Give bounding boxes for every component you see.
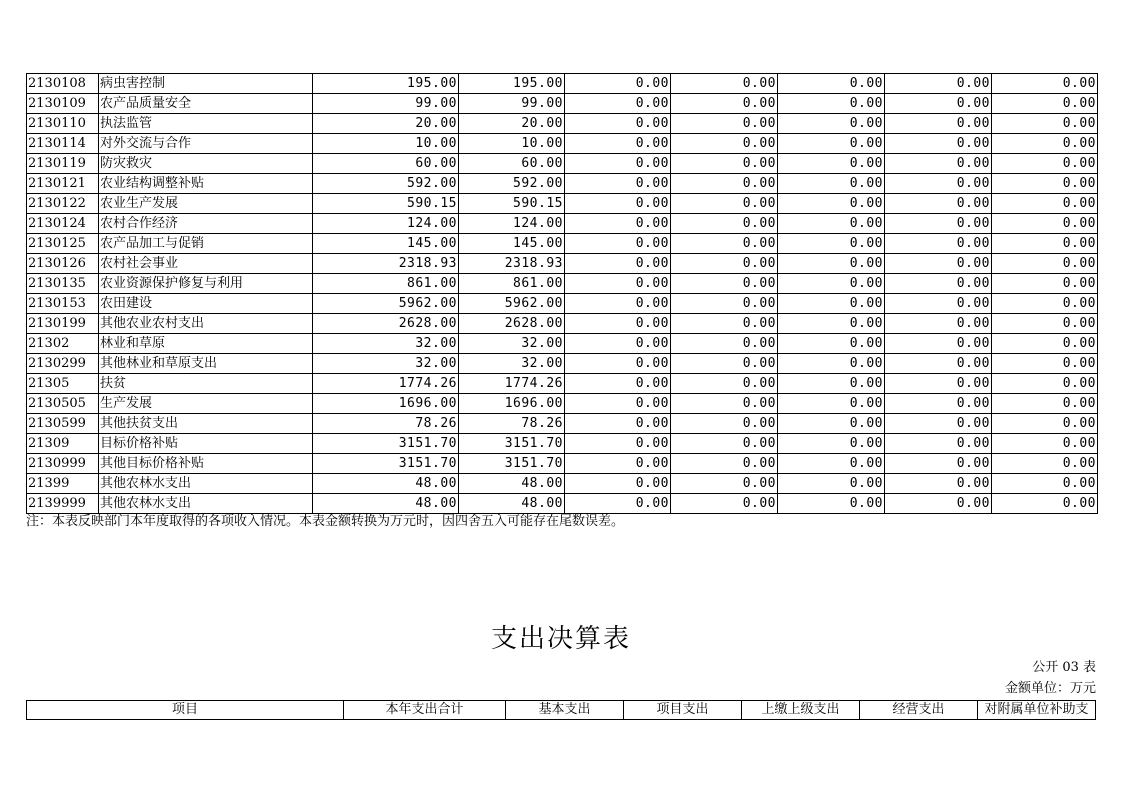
row-value: 195.00 <box>313 74 459 94</box>
row-code: 2130121 <box>27 174 99 194</box>
row-value: 0.00 <box>778 354 885 374</box>
row-value: 0.00 <box>778 474 885 494</box>
row-value: 0.00 <box>565 134 671 154</box>
row-value: 0.00 <box>885 414 992 434</box>
row-value: 0.00 <box>671 234 778 254</box>
table-row <box>27 374 1098 394</box>
row-value: 0.00 <box>671 434 778 454</box>
row-value: 0.00 <box>992 354 1098 374</box>
row-value: 0.00 <box>565 274 671 294</box>
row-value: 0.00 <box>671 374 778 394</box>
table-row <box>27 294 1098 314</box>
row-value: 10.00 <box>313 134 459 154</box>
row-value: 0.00 <box>885 474 992 494</box>
row-value: 0.00 <box>565 394 671 414</box>
row-value: 2318.93 <box>313 254 459 274</box>
row-value: 0.00 <box>671 414 778 434</box>
row-value: 0.00 <box>778 254 885 274</box>
row-value: 0.00 <box>992 454 1098 474</box>
row-name: 其他林业和草原支出 <box>99 354 313 374</box>
row-value: 0.00 <box>778 314 885 334</box>
row-value: 0.00 <box>778 394 885 414</box>
row-value: 0.00 <box>671 134 778 154</box>
row-value: 0.00 <box>565 354 671 374</box>
row-value: 145.00 <box>459 234 565 254</box>
table-row <box>27 434 1098 454</box>
row-value: 0.00 <box>778 94 885 114</box>
row-value: 0.00 <box>671 354 778 374</box>
row-value: 0.00 <box>671 214 778 234</box>
row-code: 2130108 <box>27 74 99 94</box>
income-table-body <box>27 74 1098 514</box>
table-row <box>27 154 1098 174</box>
row-value: 0.00 <box>565 294 671 314</box>
row-value: 590.15 <box>313 194 459 214</box>
row-value: 48.00 <box>459 474 565 494</box>
row-value: 0.00 <box>992 234 1098 254</box>
row-value: 0.00 <box>565 414 671 434</box>
row-value: 0.00 <box>778 414 885 434</box>
row-value: 0.00 <box>885 214 992 234</box>
row-value: 0.00 <box>565 434 671 454</box>
table-row <box>27 334 1098 354</box>
table-row <box>27 114 1098 134</box>
row-value: 124.00 <box>313 214 459 234</box>
row-code: 2130135 <box>27 274 99 294</box>
row-code: 21399 <box>27 474 99 494</box>
row-value: 0.00 <box>565 314 671 334</box>
row-value: 0.00 <box>778 294 885 314</box>
row-code: 21305 <box>27 374 99 394</box>
row-value: 0.00 <box>885 394 992 414</box>
row-value: 60.00 <box>459 154 565 174</box>
row-name: 目标价格补贴 <box>99 434 313 454</box>
row-value: 1774.26 <box>459 374 565 394</box>
page-title: 支出决算表 <box>490 624 631 654</box>
expense-table <box>26 700 1096 720</box>
row-value: 0.00 <box>885 334 992 354</box>
row-value: 0.00 <box>671 474 778 494</box>
table-row <box>27 314 1098 334</box>
row-value: 3151.70 <box>459 434 565 454</box>
row-value: 48.00 <box>313 474 459 494</box>
row-value: 0.00 <box>885 174 992 194</box>
row-code: 2130119 <box>27 154 99 174</box>
row-value: 124.00 <box>459 214 565 234</box>
table-row <box>27 494 1098 514</box>
row-value: 0.00 <box>671 494 778 514</box>
row-code: 2130126 <box>27 254 99 274</box>
row-value: 0.00 <box>992 94 1098 114</box>
table-row <box>27 174 1098 194</box>
header-total-expense: 本年支出合计 <box>344 701 506 720</box>
row-value: 195.00 <box>459 74 565 94</box>
row-value: 0.00 <box>778 374 885 394</box>
row-value: 0.00 <box>885 94 992 114</box>
row-value: 3151.70 <box>313 434 459 454</box>
row-code: 2130199 <box>27 314 99 334</box>
row-value: 2628.00 <box>459 314 565 334</box>
row-value: 0.00 <box>565 254 671 274</box>
row-value: 1696.00 <box>459 394 565 414</box>
row-value: 0.00 <box>671 194 778 214</box>
table-row <box>27 254 1098 274</box>
row-name: 农业生产发展 <box>99 194 313 214</box>
row-value: 78.26 <box>459 414 565 434</box>
row-value: 0.00 <box>885 114 992 134</box>
row-value: 0.00 <box>885 374 992 394</box>
row-value: 0.00 <box>565 474 671 494</box>
row-name: 其他农林水支出 <box>99 494 313 514</box>
row-value: 0.00 <box>565 94 671 114</box>
row-value: 0.00 <box>565 374 671 394</box>
row-value: 0.00 <box>778 174 885 194</box>
row-name: 农业结构调整补贴 <box>99 174 313 194</box>
row-value: 0.00 <box>992 74 1098 94</box>
row-value: 0.00 <box>778 454 885 474</box>
row-code: 2130110 <box>27 114 99 134</box>
row-name: 农业资源保护修复与利用 <box>99 274 313 294</box>
row-value: 48.00 <box>459 494 565 514</box>
table-row <box>27 274 1098 294</box>
header-project-expense: 项目支出 <box>624 701 742 720</box>
row-name: 执法监管 <box>99 114 313 134</box>
row-value: 3151.70 <box>313 454 459 474</box>
row-code: 2130125 <box>27 234 99 254</box>
row-value: 0.00 <box>778 74 885 94</box>
row-name: 病虫害控制 <box>99 74 313 94</box>
row-value: 32.00 <box>313 354 459 374</box>
row-value: 0.00 <box>992 154 1098 174</box>
row-value: 0.00 <box>565 454 671 474</box>
row-value: 0.00 <box>565 174 671 194</box>
row-value: 20.00 <box>459 114 565 134</box>
row-name: 林业和草原 <box>99 334 313 354</box>
table-row <box>27 214 1098 234</box>
row-value: 0.00 <box>778 114 885 134</box>
row-value: 0.00 <box>565 334 671 354</box>
row-value: 0.00 <box>992 434 1098 454</box>
row-value: 861.00 <box>313 274 459 294</box>
row-code: 2139999 <box>27 494 99 514</box>
row-value: 2628.00 <box>313 314 459 334</box>
table-row <box>27 354 1098 374</box>
row-code: 2130999 <box>27 454 99 474</box>
row-value: 0.00 <box>671 74 778 94</box>
income-table <box>26 73 1098 514</box>
row-value: 0.00 <box>885 234 992 254</box>
row-value: 48.00 <box>313 494 459 514</box>
header-basic-expense: 基本支出 <box>506 701 624 720</box>
row-code: 21309 <box>27 434 99 454</box>
table-row <box>27 74 1098 94</box>
row-value: 0.00 <box>671 154 778 174</box>
row-name: 其他农林水支出 <box>99 474 313 494</box>
row-value: 0.00 <box>565 494 671 514</box>
row-value: 0.00 <box>671 314 778 334</box>
row-value: 0.00 <box>778 434 885 454</box>
row-value: 0.00 <box>992 414 1098 434</box>
row-value: 0.00 <box>885 274 992 294</box>
row-name: 其他目标价格补贴 <box>99 454 313 474</box>
table-note: 注：本表反映部门本年度取得的各项收入情况。本表金额转换为万元时，因四舍五入可能存在尾数误差。 <box>26 514 625 529</box>
row-value: 592.00 <box>313 174 459 194</box>
row-value: 0.00 <box>778 214 885 234</box>
row-value: 0.00 <box>565 214 671 234</box>
row-value: 0.00 <box>778 194 885 214</box>
row-name: 其他农业农村支出 <box>99 314 313 334</box>
row-value: 0.00 <box>671 94 778 114</box>
row-name: 其他扶贫支出 <box>99 414 313 434</box>
row-value: 0.00 <box>885 294 992 314</box>
table-row <box>27 414 1098 434</box>
row-value: 0.00 <box>671 174 778 194</box>
row-value: 0.00 <box>565 194 671 214</box>
row-name: 农村合作经济 <box>99 214 313 234</box>
row-value: 0.00 <box>992 494 1098 514</box>
amount-unit: 金额单位：万元 <box>1004 681 1096 696</box>
row-value: 0.00 <box>885 494 992 514</box>
row-value: 0.00 <box>885 354 992 374</box>
row-value: 0.00 <box>885 454 992 474</box>
row-value: 2318.93 <box>459 254 565 274</box>
row-code: 2130124 <box>27 214 99 234</box>
header-project: 项目 <box>27 701 344 720</box>
row-value: 32.00 <box>313 334 459 354</box>
row-value: 3151.70 <box>459 454 565 474</box>
row-value: 0.00 <box>671 254 778 274</box>
row-value: 0.00 <box>671 114 778 134</box>
table-row <box>27 194 1098 214</box>
row-value: 0.00 <box>778 334 885 354</box>
row-value: 60.00 <box>313 154 459 174</box>
row-value: 0.00 <box>671 454 778 474</box>
row-name: 生产发展 <box>99 394 313 414</box>
expense-header-row <box>27 701 1096 720</box>
row-code: 2130109 <box>27 94 99 114</box>
row-value: 0.00 <box>671 334 778 354</box>
row-value: 861.00 <box>459 274 565 294</box>
row-code: 2130153 <box>27 294 99 314</box>
row-value: 0.00 <box>992 374 1098 394</box>
header-business-expense: 经营支出 <box>860 701 978 720</box>
row-value: 0.00 <box>885 194 992 214</box>
row-code: 2130122 <box>27 194 99 214</box>
row-name: 扶贫 <box>99 374 313 394</box>
row-code: 21302 <box>27 334 99 354</box>
row-value: 1774.26 <box>313 374 459 394</box>
row-value: 0.00 <box>565 234 671 254</box>
row-code: 2130599 <box>27 414 99 434</box>
row-value: 0.00 <box>671 394 778 414</box>
header-remit-superior: 上缴上级支出 <box>742 701 860 720</box>
row-name: 农产品质量安全 <box>99 94 313 114</box>
row-value: 0.00 <box>885 134 992 154</box>
row-value: 0.00 <box>671 274 778 294</box>
table-row <box>27 394 1098 414</box>
row-code: 2130505 <box>27 394 99 414</box>
table-row <box>27 94 1098 114</box>
row-name: 农产品加工与促销 <box>99 234 313 254</box>
row-value: 32.00 <box>459 334 565 354</box>
row-value: 0.00 <box>671 294 778 314</box>
row-name: 农村社会事业 <box>99 254 313 274</box>
row-value: 10.00 <box>459 134 565 154</box>
row-value: 99.00 <box>313 94 459 114</box>
row-code: 2130114 <box>27 134 99 154</box>
row-value: 590.15 <box>459 194 565 214</box>
row-value: 0.00 <box>885 254 992 274</box>
row-value: 0.00 <box>992 214 1098 234</box>
row-value: 0.00 <box>992 174 1098 194</box>
row-value: 0.00 <box>885 314 992 334</box>
row-value: 0.00 <box>992 474 1098 494</box>
table-row <box>27 234 1098 254</box>
row-value: 0.00 <box>992 134 1098 154</box>
row-value: 592.00 <box>459 174 565 194</box>
row-code: 2130299 <box>27 354 99 374</box>
row-value: 0.00 <box>778 134 885 154</box>
form-number: 公开 03 表 <box>1032 660 1096 675</box>
row-value: 5962.00 <box>459 294 565 314</box>
row-name: 防灾救灾 <box>99 154 313 174</box>
row-value: 0.00 <box>778 494 885 514</box>
table-row <box>27 474 1098 494</box>
row-value: 0.00 <box>565 154 671 174</box>
row-value: 20.00 <box>313 114 459 134</box>
row-value: 0.00 <box>778 274 885 294</box>
row-value: 0.00 <box>885 74 992 94</box>
row-value: 0.00 <box>885 434 992 454</box>
row-value: 0.00 <box>885 154 992 174</box>
row-value: 0.00 <box>992 314 1098 334</box>
table-row <box>27 454 1098 474</box>
table-row <box>27 134 1098 154</box>
row-value: 145.00 <box>313 234 459 254</box>
row-value: 78.26 <box>313 414 459 434</box>
row-value: 0.00 <box>992 254 1098 274</box>
row-value: 0.00 <box>565 74 671 94</box>
row-value: 0.00 <box>992 334 1098 354</box>
row-name: 对外交流与合作 <box>99 134 313 154</box>
row-value: 0.00 <box>992 194 1098 214</box>
row-value: 1696.00 <box>313 394 459 414</box>
header-subsidy-affiliates: 对附属单位补助支 <box>978 701 1096 720</box>
row-value: 5962.00 <box>313 294 459 314</box>
row-value: 0.00 <box>565 114 671 134</box>
row-name: 农田建设 <box>99 294 313 314</box>
row-value: 0.00 <box>992 394 1098 414</box>
row-value: 0.00 <box>778 234 885 254</box>
row-value: 0.00 <box>992 294 1098 314</box>
row-value: 99.00 <box>459 94 565 114</box>
row-value: 0.00 <box>778 154 885 174</box>
row-value: 0.00 <box>992 114 1098 134</box>
row-value: 32.00 <box>459 354 565 374</box>
row-value: 0.00 <box>992 274 1098 294</box>
